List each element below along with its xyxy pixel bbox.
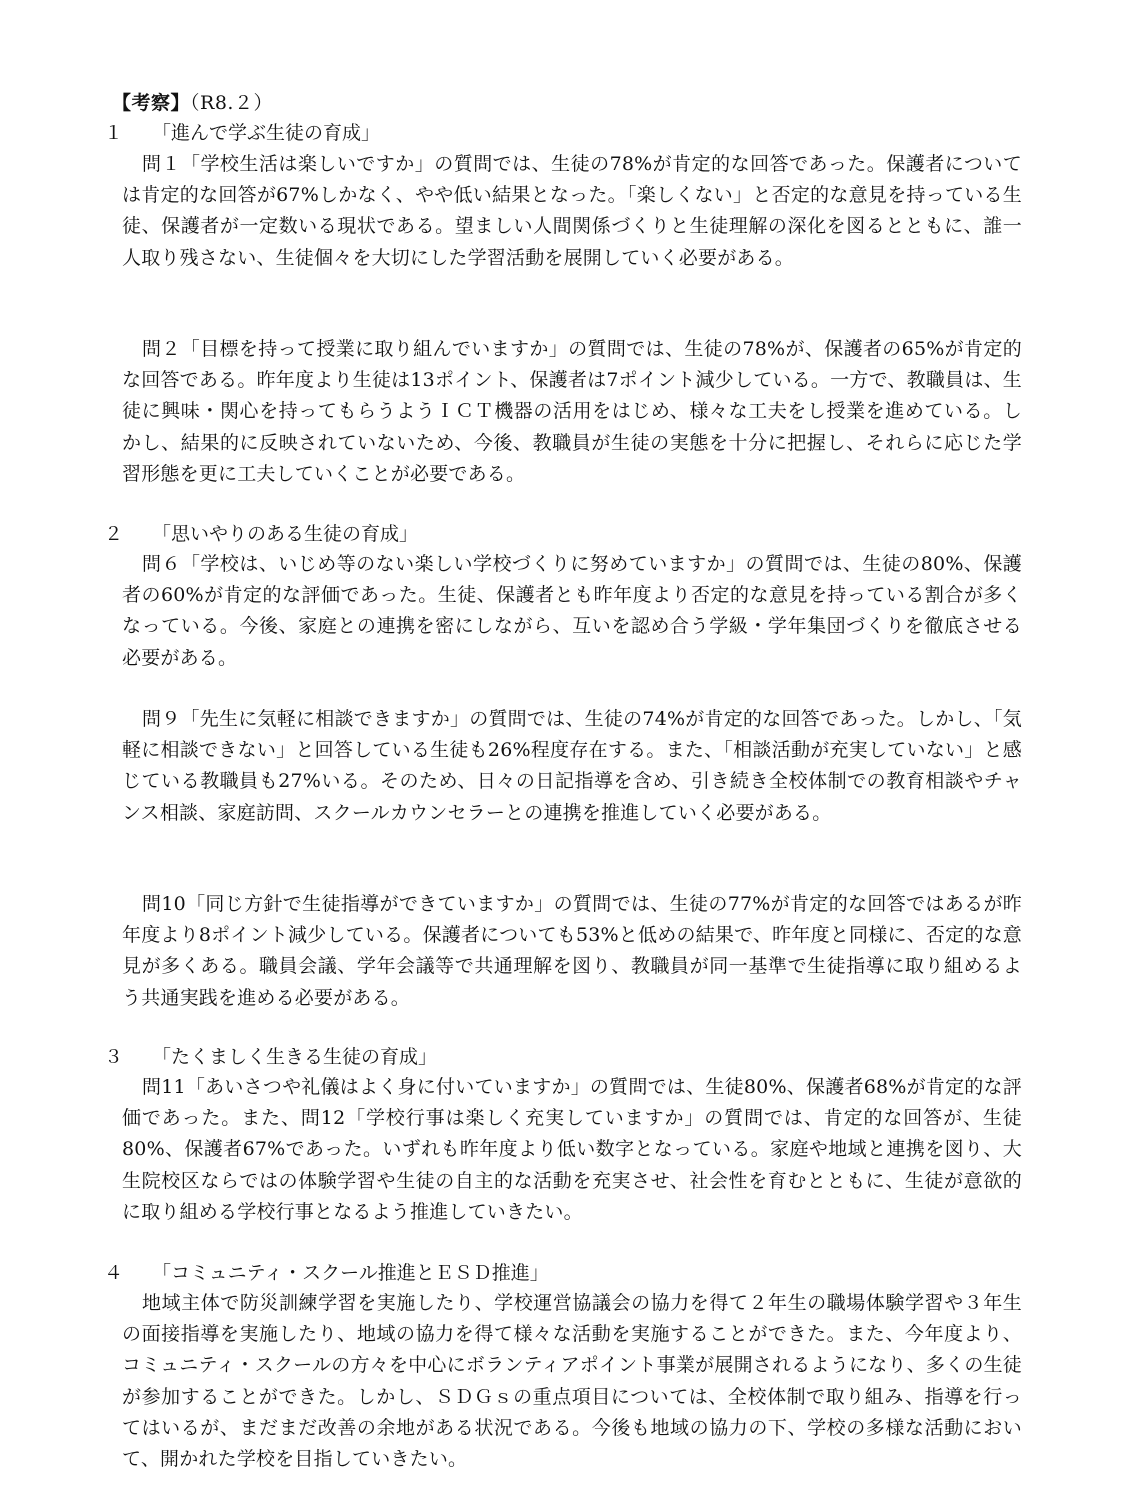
heading-label: 【考察】 — [112, 92, 191, 114]
section-2-title — [104, 519, 418, 549]
section-title-text: 「たくましく生きる生徒の育成」 — [152, 1046, 438, 1068]
section-title-text: 「進んで学ぶ生徒の育成」 — [152, 122, 381, 144]
section-number: ２ — [104, 523, 124, 545]
section-2-paragraph-1: 問６「学校は、いじめ等のない楽しい学校づくりに努めていますか」の質問では、生徒の80%、保護者の60%が肯定的な評価であった。生徒、保護者とも昨年度より否定的な意見を持っている割合が多くなっている。今後、家庭との連携を密にしながら、互いを認め合う学級・学年集団づくりを徹底させる必要がある。 — [122, 553, 1022, 669]
document-heading — [112, 88, 273, 118]
section-number: ４ — [104, 1262, 124, 1284]
section-2-paragraph-2: 問９「先生に気軽に相談できますか」の質問では、生徒の74%が肯定的な回答であった。しかし、「気軽に相談できない」と回答している生徒も26%程度存在する。また、「相談活動が充実していない」と感じている教職員も27%いる。そのため、日々の日記指導を含め、引き続き全校体制での教育相談やチャンス相談、家庭訪問、スクールカウンセラーとの連携を推進していく必要がある。 — [122, 708, 1022, 824]
section-number: ３ — [104, 1046, 124, 1068]
section-1-paragraph-1: 問１「学校生活は楽しいですか」の質問では、生徒の78%が肯定的な回答であった。保護者については肯定的な回答が67%しかなく、やや低い結果となった。「楽しくない」と否定的な意見を持っている生徒、保護者が一定数いる現状である。望ましい人間関係づくりと生徒理解の深化を図るとともに、誰一人取り残さない、生徒個々を大切にした学習活動を展開していく必要がある。 — [122, 153, 1022, 269]
section-2-paragraph-3: 問10「同じ方針で生徒指導ができていますか」の質問では、生徒の77%が肯定的な回答ではあるが昨年度より8ポイント減少している。保護者についても53%と低めの結果で、昨年度と同様に、否定的な意見が多くある。職員会議、学年会議等で共通理解を図り、教職員が同一基準で生徒指導に取り組めるよう共通実践を進める必要がある。 — [122, 893, 1022, 1009]
section-4-title — [104, 1258, 549, 1288]
section-title-text: 「コミュニティ・スクール推進とＥＳＤ推進」 — [152, 1262, 549, 1284]
section-number: １ — [104, 122, 124, 144]
section-4-paragraph-1: 地域主体で防災訓練学習を実施したり、学校運営協議会の協力を得て２年生の職場体験学習や３年生の面接指導を実施したり、地域の協力を得て様々な活動を実施することができた。また、今年度より、コミュニティ・スクールの方々を中心にボランティアポイント事業が展開されるようになり、多くの生徒が参加することができた。しかし、ＳＤＧｓの重点項目については、全校体制で取り組み、指導を行ってはいるが、まだまだ改善の余地がある状況である。今後も地域の協力の下、学校の多様な活動において、開かれた学校を目指していきたい。 — [122, 1292, 1022, 1471]
section-1-title — [104, 118, 380, 148]
section-3-title — [104, 1042, 437, 1072]
section-title-text: 「思いやりのある生徒の育成」 — [152, 523, 419, 545]
section-3-paragraph-1: 問11「あいさつや礼儀はよく身に付いていますか」の質問では、生徒80%、保護者68%が肯定的な評価であった。また、問12「学校行事は楽しく充実していますか」の質問では、肯定的な回答が、生徒80%、保護者67%であった。いずれも昨年度より低い数字となっている。家庭や地域と連携を図り、大生院校区ならではの体験学習や生徒の自主的な活動を充実させ、社会性を育むとともに、生徒が意欲的に取り組める学校行事となるよう推進していきたい。 — [122, 1076, 1022, 1223]
heading-date: （R8.２） — [190, 92, 273, 114]
section-1-paragraph-2: 問２「目標を持って授業に取り組んでいますか」の質問では、生徒の78%が、保護者の65%が肯定的な回答である。昨年度より生徒は13ポイント、保護者は7ポイント減少している。一方で、教職員は、生徒に興味・関心を持ってもらうようＩＣＴ機器の活用をはじめ、様々な工夫をし授業を進めている。しかし、結果的に反映されていないため、今後、教職員が生徒の実態を十分に把握し、それらに応じた学習形態を更に工夫していくことが必要である。 — [122, 338, 1022, 485]
